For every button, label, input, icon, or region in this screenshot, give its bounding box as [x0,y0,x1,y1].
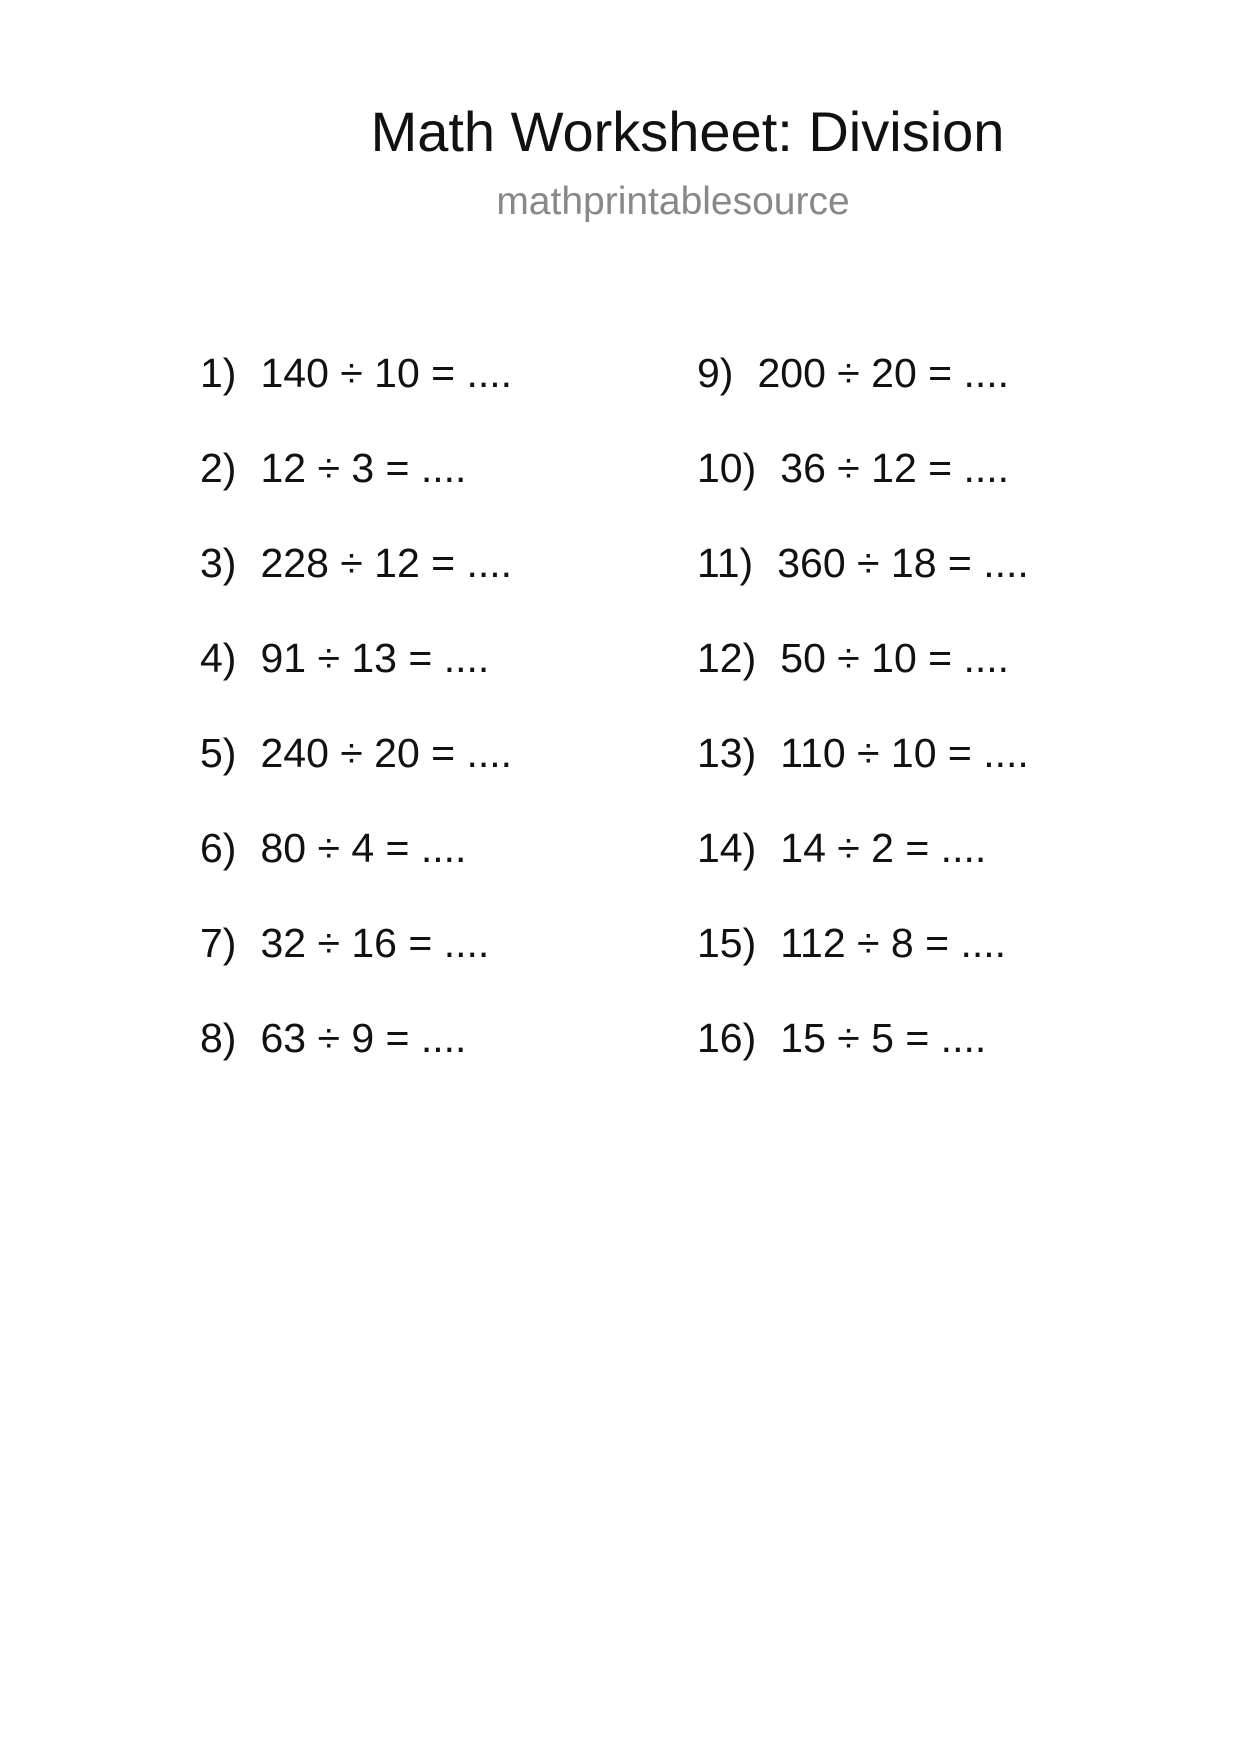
problem-item [697,348,1009,398]
problem-item [697,823,986,873]
problem-number: 6) [200,825,237,871]
problem-item [200,1013,466,1063]
problem-expression: 91 ÷ 13 = .... [260,635,490,681]
problem-expression: 32 ÷ 16 = .... [260,920,490,966]
problem-item [200,538,512,588]
problem-number: 9) [697,350,734,396]
problem-expression: 200 ÷ 20 = .... [757,350,1010,396]
problem-expression: 14 ÷ 2 = .... [780,825,987,871]
problem-expression: 140 ÷ 10 = .... [260,350,513,396]
problem-number: 2) [200,445,237,491]
problem-number: 13) [697,730,757,776]
problem-item [697,633,1009,683]
problem-item [697,1013,986,1063]
problem-item [200,443,466,493]
problem-expression: 360 ÷ 18 = .... [777,540,1029,586]
problem-number: 4) [200,635,237,681]
problem-expression: 12 ÷ 3 = .... [260,445,467,491]
problem-expression: 228 ÷ 12 = .... [260,540,513,586]
problem-item [200,728,512,778]
problem-item [697,728,1029,778]
problem-number: 16) [697,1015,757,1061]
problem-expression: 80 ÷ 4 = .... [260,825,467,871]
problem-number: 8) [200,1015,237,1061]
problem-number: 15) [697,920,757,966]
problem-number: 5) [200,730,237,776]
problem-number: 7) [200,920,237,966]
problem-expression: 110 ÷ 10 = .... [780,730,1029,776]
problem-expression: 36 ÷ 12 = .... [780,445,1010,491]
problem-item [697,443,1009,493]
problem-number: 10) [697,445,757,491]
problem-expression: 50 ÷ 10 = .... [780,635,1010,681]
problem-number: 14) [697,825,757,871]
problem-expression: 112 ÷ 8 = .... [780,920,1007,966]
problem-item [200,918,489,968]
problem-expression: 15 ÷ 5 = .... [780,1015,987,1061]
problem-expression: 63 ÷ 9 = .... [260,1015,467,1061]
problem-item [697,538,1029,588]
problem-number: 11) [697,540,754,586]
problem-expression: 240 ÷ 20 = .... [260,730,513,776]
problem-item [697,918,1006,968]
problem-item [200,633,489,683]
problem-number: 3) [200,540,237,586]
page-title: Math Worksheet: Division [370,100,1005,163]
problem-number: 1) [200,350,237,396]
problem-item [200,348,512,398]
problem-number: 12) [697,635,757,681]
problem-item [200,823,466,873]
page-subtitle: mathprintablesource [496,180,850,223]
